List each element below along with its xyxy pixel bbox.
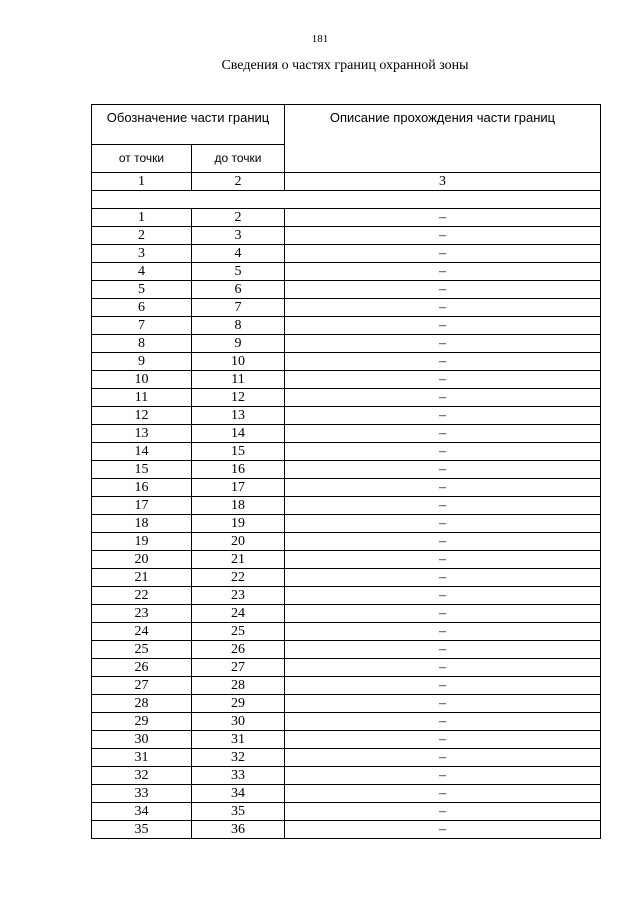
to-point-cell: 23 [192, 587, 285, 605]
to-point-cell: 30 [192, 713, 285, 731]
to-point-cell: 25 [192, 623, 285, 641]
from-point-cell: 10 [92, 371, 192, 389]
from-point-cell: 23 [92, 605, 192, 623]
from-point-cell: 25 [92, 641, 192, 659]
table-row [92, 335, 601, 353]
to-point-cell: 24 [192, 605, 285, 623]
to-point-cell: 20 [192, 533, 285, 551]
from-point-cell: 27 [92, 677, 192, 695]
from-point-cell: 9 [92, 353, 192, 371]
column-number: 3 [285, 173, 601, 191]
from-point-cell: 11 [92, 389, 192, 407]
from-point-cell: 4 [92, 263, 192, 281]
description-cell: – [285, 353, 601, 371]
description-cell: – [285, 479, 601, 497]
from-point-cell: 15 [92, 461, 192, 479]
from-point-cell: 31 [92, 749, 192, 767]
table-row [92, 425, 601, 443]
from-point-cell: 14 [92, 443, 192, 461]
table-row [92, 353, 601, 371]
table-row [92, 605, 601, 623]
boundary-parts-table [91, 104, 601, 839]
description-cell: – [285, 227, 601, 245]
to-point-cell: 19 [192, 515, 285, 533]
from-point-cell: 5 [92, 281, 192, 299]
table-row [92, 569, 601, 587]
from-point-cell: 6 [92, 299, 192, 317]
table-row [92, 443, 601, 461]
description-cell: – [285, 533, 601, 551]
to-point-cell: 16 [192, 461, 285, 479]
description-cell: – [285, 209, 601, 227]
from-point-cell: 24 [92, 623, 192, 641]
to-point-cell: 28 [192, 677, 285, 695]
table-row [92, 749, 601, 767]
table-row [92, 497, 601, 515]
table-row [92, 479, 601, 497]
to-point-cell: 26 [192, 641, 285, 659]
to-point-cell: 6 [192, 281, 285, 299]
to-point-cell: 34 [192, 785, 285, 803]
to-point-cell: 11 [192, 371, 285, 389]
to-point-cell: 8 [192, 317, 285, 335]
description-cell: – [285, 443, 601, 461]
from-point-cell: 18 [92, 515, 192, 533]
table-row [92, 677, 601, 695]
table-row [92, 281, 601, 299]
description-cell: – [285, 497, 601, 515]
to-point-cell: 33 [192, 767, 285, 785]
to-point-cell: 18 [192, 497, 285, 515]
to-point-cell: 31 [192, 731, 285, 749]
to-point-cell: 4 [192, 245, 285, 263]
description-cell: – [285, 461, 601, 479]
table-row [92, 209, 601, 227]
column-number: 2 [192, 173, 285, 191]
table-row [92, 695, 601, 713]
from-point-cell: 16 [92, 479, 192, 497]
table-row [92, 659, 601, 677]
page-number: 181 [311, 33, 329, 45]
to-point-cell: 14 [192, 425, 285, 443]
to-point-cell: 36 [192, 821, 285, 839]
table-row [92, 533, 601, 551]
from-point-cell: 13 [92, 425, 192, 443]
spacer-row [92, 191, 601, 209]
to-point-cell: 5 [192, 263, 285, 281]
from-point-cell: 28 [92, 695, 192, 713]
to-point-cell: 35 [192, 803, 285, 821]
description-cell: – [285, 713, 601, 731]
description-cell: – [285, 245, 601, 263]
description-cell: – [285, 659, 601, 677]
table-row [92, 227, 601, 245]
header-to-point: до точки [192, 145, 285, 173]
from-point-cell: 34 [92, 803, 192, 821]
description-cell: – [285, 821, 601, 839]
to-point-cell: 21 [192, 551, 285, 569]
from-point-cell: 22 [92, 587, 192, 605]
header-part-designation: Обозначение части границ [92, 105, 285, 145]
spacer-cell [92, 191, 601, 209]
document-title: Сведения о частях границ охранной зоны [221, 58, 469, 73]
description-cell: – [285, 587, 601, 605]
description-cell: – [285, 371, 601, 389]
to-point-cell: 29 [192, 695, 285, 713]
description-cell: – [285, 317, 601, 335]
table-row [92, 713, 601, 731]
from-point-cell: 1 [92, 209, 192, 227]
description-cell: – [285, 785, 601, 803]
description-cell: – [285, 695, 601, 713]
from-point-cell: 26 [92, 659, 192, 677]
description-cell: – [285, 623, 601, 641]
description-cell: – [285, 335, 601, 353]
description-cell: – [285, 263, 601, 281]
column-number: 1 [92, 173, 192, 191]
from-point-cell: 19 [92, 533, 192, 551]
description-cell: – [285, 389, 601, 407]
to-point-cell: 13 [192, 407, 285, 425]
to-point-cell: 3 [192, 227, 285, 245]
header-part-description: Описание прохождения части границ [285, 105, 601, 173]
from-point-cell: 20 [92, 551, 192, 569]
description-cell: – [285, 299, 601, 317]
from-point-cell: 21 [92, 569, 192, 587]
table-row [92, 407, 601, 425]
to-point-cell: 15 [192, 443, 285, 461]
description-cell: – [285, 515, 601, 533]
description-cell: – [285, 641, 601, 659]
table-row [92, 461, 601, 479]
table-row [92, 821, 601, 839]
to-point-cell: 2 [192, 209, 285, 227]
description-cell: – [285, 767, 601, 785]
table-row [92, 299, 601, 317]
from-point-cell: 35 [92, 821, 192, 839]
table-row [92, 317, 601, 335]
table-row [92, 785, 601, 803]
table-row [92, 389, 601, 407]
table-row [92, 245, 601, 263]
description-cell: – [285, 605, 601, 623]
description-cell: – [285, 803, 601, 821]
description-cell: – [285, 749, 601, 767]
from-point-cell: 30 [92, 731, 192, 749]
column-number-row [92, 173, 601, 191]
table-row [92, 803, 601, 821]
table-row [92, 551, 601, 569]
header-row [92, 105, 601, 145]
to-point-cell: 7 [192, 299, 285, 317]
to-point-cell: 10 [192, 353, 285, 371]
description-cell: – [285, 551, 601, 569]
table-row [92, 263, 601, 281]
table-row [92, 371, 601, 389]
description-cell: – [285, 407, 601, 425]
to-point-cell: 22 [192, 569, 285, 587]
from-point-cell: 2 [92, 227, 192, 245]
to-point-cell: 9 [192, 335, 285, 353]
table-row [92, 641, 601, 659]
to-point-cell: 17 [192, 479, 285, 497]
table-row [92, 515, 601, 533]
from-point-cell: 32 [92, 767, 192, 785]
description-cell: – [285, 281, 601, 299]
header-from-point: от точки [92, 145, 192, 173]
description-cell: – [285, 677, 601, 695]
from-point-cell: 17 [92, 497, 192, 515]
from-point-cell: 29 [92, 713, 192, 731]
from-point-cell: 12 [92, 407, 192, 425]
to-point-cell: 32 [192, 749, 285, 767]
to-point-cell: 27 [192, 659, 285, 677]
description-cell: – [285, 425, 601, 443]
table-row [92, 623, 601, 641]
description-cell: – [285, 731, 601, 749]
from-point-cell: 3 [92, 245, 192, 263]
description-cell: – [285, 569, 601, 587]
from-point-cell: 7 [92, 317, 192, 335]
table-row [92, 587, 601, 605]
from-point-cell: 33 [92, 785, 192, 803]
table-row [92, 767, 601, 785]
to-point-cell: 12 [192, 389, 285, 407]
table-row [92, 731, 601, 749]
from-point-cell: 8 [92, 335, 192, 353]
